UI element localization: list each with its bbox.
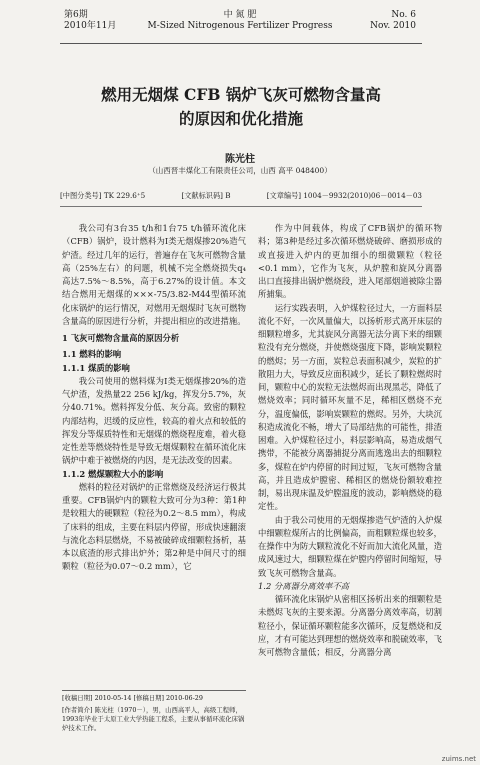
issue-cn: 第6期 xyxy=(64,10,88,20)
title-rule xyxy=(60,206,422,207)
date-cn: 2010年11月 xyxy=(64,21,117,31)
footnote-author-bio: [作者简介] 陈光柱（1970－），男，山西高平人，高级工程师，1993年毕业于太原工业大学热能工程系，主要从事循环流化床锅炉技术工作。 xyxy=(62,706,245,732)
left-paragraph: 我公司使用的燃料煤为Ⅰ类无烟煤掺20%的造气炉渣，发热量22 256 kJ/kg，挥发分5.7%，灰分40.71%。燃料挥发分低、灰分高。致密的颗粒内部结构，迟缓的反应性，较高的着火点和较低的挥发分等煤质特性和无烟煤的燃烧程度难，着火稳定性差等燃烧特性是导致无烟煤颗粒在循环流化床锅炉中难于被燃烧的内因，是无法改变的因素。 xyxy=(62,375,246,466)
left-paragraph: 燃料的粒径对锅炉的正常燃烧及经济运行极其重要。CFB锅炉内的颗粒大致可分为3种：第1种是较粗大的硬颗粒（粒径为0.2～8.5 mm），构成了床料的组成，主要在料层内停留，形成快速翻滚与流化态料层燃烧，不易被破碎成细颗粒扬析，基本以底渣的形式排出炉外；第2种是中间尺寸的细颗粒（粒径为0.07～0.2 mm），它 xyxy=(62,481,246,572)
classification-line xyxy=(60,191,422,201)
right-paragraph: 运行实践表明，入炉煤粒径过大，一方面料层流化不好，一次风量偏大，以扬析形式离开床层的细颗粒增多，尤其旋风分离器无法分离下来的细颗粒没有充分燃烧，并使燃烧强度下降，影响炭颗粒的燃烬；另一方面，炭粒总表面积减少，炭粒的扩散阻力大，导致反应面积减少，延长了颗粒燃烬时间，颗粒中心的炭粒无法燃烬而出现黑芯，降低了燃烧效率；同时循环灰量不足，稀相区燃烧不充分，温度偏低，影响炭颗粒的燃烬。另外，大块沉积造成流化不畅，增大了局部结焦的可能性，排渣困难。入炉煤粒径过小，料层影响高，易造成烟气携带，不能被分离器捕捉分离而逃逸出去的细颗粒多，煤粒在炉内停留的时间过短，飞灰可燃物含量高，并且造成炉膛密、稀相区的燃烧份额较难控制，易出现床温及炉膛温度的波动，影响燃烧的稳定性。 xyxy=(258,302,442,512)
left-subsection-heading: 1.1 燃料的影响 xyxy=(62,349,122,360)
left-subsection-heading: 1.1.2 燃煤颗粒大小的影响 xyxy=(62,468,164,479)
left-paragraph: 我公司有3台35 t/h和1台75 t/h循环流化床（CFB）锅炉，设计燃料为Ⅰ类无烟煤掺20%造气炉渣。经过几年的运行，普遍存在飞灰可燃物含量高（25%左右）的问题，机械不完全燃烧损失q₄高达7.5%～8.5%，高于6.27%的设计值。本文结合燃用无烟煤的×××-75/3.82-M44型循环流化床锅炉的运行情况，对燃用无烟煤时飞灰可燃物含量高的原因进行分析，并提出相应的改进措施。 xyxy=(62,223,246,326)
document-code: [文献标识码] B xyxy=(181,191,231,200)
article-title-line-1: 燃用无烟煤 CFB 锅炉飞灰可燃物含量高 xyxy=(101,85,381,104)
journal-title-en: M-Sized Nitrogenous Fertilizer Progress xyxy=(147,21,333,31)
author-name: 陈光柱 xyxy=(225,154,255,165)
left-subsection-heading: 1.1.1 煤质的影响 xyxy=(62,362,130,373)
header-rule xyxy=(60,43,422,44)
left-column xyxy=(62,222,246,574)
right-subsection-heading: 1.2 分离器分离效率不高 xyxy=(258,580,350,591)
right-paragraph: 循环流化床锅炉从密相区扬析出来的细颗粒是未燃烬飞灰的主要来源。分离器分离效率高，切割粒径小，保证循环颗粒能多次循环，反复燃烧和反应，才有可能达到理想的燃烧效率和脱硫效率，飞灰可燃物含量低；相反，分离器分离 xyxy=(258,594,442,657)
footnote-dates: [收稿日期] 2010-05-14 [修稿日期] 2010-06-29 xyxy=(62,694,203,702)
right-paragraph: 作为中间载体，构成了CFB锅炉的循环物料；第3种是经过多次循环燃烧破碎、磨损形成的或直接进入炉内的更加细小的细微颗粒（粒径<0.1 mm），它作为飞灰，从炉膛和旋风分离器出口直接排出锅炉燃烧段，进入尾部烟道被除尘器所捕集。 xyxy=(258,223,442,300)
issue-en: No. 6 xyxy=(391,10,416,20)
right-paragraph: 由于我公司使用的无烟煤掺造气炉渣的入炉煤中细颗粒煤所占的比例偏高，而粗颗粒煤也较多，在操作中为防大颗粒流化不好而加大流化风量，造成风速过大，细颗粒煤在炉膛内停留时间缩短，导致飞灰可燃物含量高。 xyxy=(258,514,442,578)
author-affiliation: （山西晋丰煤化工有限责任公司，山西 高平 048400） xyxy=(148,166,332,175)
running-header-right xyxy=(370,10,416,32)
footnote-rule xyxy=(62,690,246,691)
article-number: [文章编号] 1004－9932(2010)06－0014－03 xyxy=(266,191,422,200)
clc-number: [中图分类号] TK 229.6⁺5 xyxy=(60,191,146,200)
article-title-line-2: 的原因和优化措施 xyxy=(178,109,303,128)
journal-title-cn: 中 氮 肥 xyxy=(223,10,257,20)
date-en: Nov. 2010 xyxy=(370,21,416,31)
left-section-heading: 1 飞灰可燃物含量高的原因分析 xyxy=(62,333,180,343)
right-column xyxy=(258,222,442,659)
watermark: zuims.net xyxy=(441,755,476,763)
